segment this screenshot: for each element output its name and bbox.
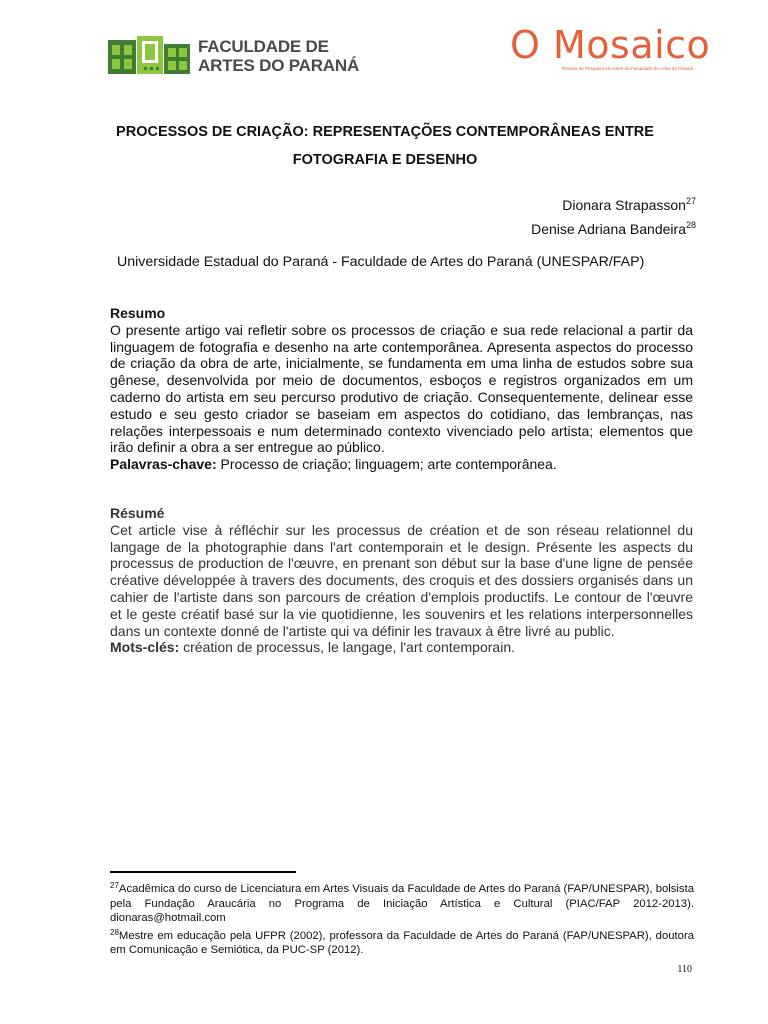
keywords-label: Mots-clés: <box>110 639 180 656</box>
building-icon <box>108 36 194 78</box>
footnote-text: Acadêmica do curso de Licenciatura em Artes Visuais da Faculdade de Artes do Paraná (FAP/UNESPAR), bolsista pela Fundação Araucária no Programa de Iniciação Artística e Cultural (PIAC/FAP 2012-2013). dionaras@hotmail.com <box>110 883 694 925</box>
mosaico-subtitle: Revista de Pesquisa em Artes da Faculdade de Artes do Paraná <box>562 66 693 71</box>
footnote-divider <box>110 871 296 873</box>
footnote-number: 27 <box>110 881 119 890</box>
resume-keywords <box>110 639 693 656</box>
footnote-number: 28 <box>110 927 119 937</box>
author-1 <box>531 191 696 215</box>
mosaico-logo-text: O Mosaico <box>510 23 711 67</box>
resume-heading: Résumé <box>110 505 165 521</box>
title-line-2: FOTOGRAFIA E DESENHO <box>292 152 478 168</box>
footnote-ref[interactable]: 27 <box>685 196 696 206</box>
footnote-text: Mestre em educação pela UFPR (2002), professora da Faculdade de Artes do Paraná (FAP/UNESPAR), doutora em Comunicação e Semiótica, da PUC-SP (2012). <box>110 929 694 957</box>
institution: Universidade Estadual do Paraná - Faculdade de Artes do Paraná (UNESPAR/FAP) <box>117 254 645 270</box>
resumo-text: O presente artigo vai refletir sobre os processos de criação e sua rede relacional a partir da linguagem de fotografia e desenho na arte contemporânea. Apresenta aspectos do processo de criação da obra de arte, inicialmente, se fundamenta em uma linha de estudos sobre sua gênese, desenvolvida por meio de documentos, esboços e registros organizados em um caderno do artista em seu percurso produtivo de criação. Consequentemente, delinear esse estudo e seu gesto criador se baseiam em aspectos do cotidiano, das lembranças, nas relações interpessoais e num determinado contexto vivenciado pelo artista; elementos que irão definir a obra a ser entregue ao público. <box>110 321 693 456</box>
author-2 <box>531 215 696 239</box>
authors <box>531 191 696 239</box>
footnote-28 <box>110 926 694 958</box>
resumo-keywords <box>110 456 693 473</box>
author-name: Dionara Strapasson <box>562 197 686 213</box>
footnote-ref[interactable]: 28 <box>685 220 696 230</box>
page-number: 110 <box>677 964 692 975</box>
footnote-27 <box>110 879 694 926</box>
title-line-1: PROCESSOS DE CRIAÇÃO: REPRESENTAÇÕES CONTEMPORÂNEAS ENTRE <box>116 124 654 140</box>
article-title <box>100 118 670 174</box>
fap-logo <box>108 36 360 78</box>
footnotes <box>110 879 694 958</box>
keywords-text: création de processus, le langage, l'art contemporain. <box>183 639 515 656</box>
resume-section <box>110 505 693 656</box>
author-name: Denise Adriana Bandeira <box>531 221 686 237</box>
mosaico-logo <box>510 23 711 78</box>
keywords-label: Palavras-chave: <box>110 456 217 473</box>
keywords-text: Processo de criação; linguagem; arte contemporânea. <box>220 456 557 473</box>
fap-logo-line1: FACULDADE DE <box>198 37 329 56</box>
fap-logo-line2: ARTES DO PARANÁ <box>198 56 360 75</box>
resume-text: Cet article vise à réfléchir sur les processus de création et de son réseau relationnel du langage de la photographie dans l'art contemporain et le design. Présente les aspects du processus de production de l'œuvre, en prenant son début sur la base d'une ligne de pensée créative développée à travers des documents, des croquis et des dossiers organisés dans un cahier de l'artiste dans son parcours de création d'emplois productifs. Le contour de l'œuvre et le geste créatif basé sur la vie quotidienne, les souvenirs et les relations interpersonnelles dans un contexte donné de l'artiste qui va définir les travaux à être livré au public. <box>110 521 693 639</box>
resumo-heading: Resumo <box>110 305 166 321</box>
resumo-section <box>110 305 693 473</box>
